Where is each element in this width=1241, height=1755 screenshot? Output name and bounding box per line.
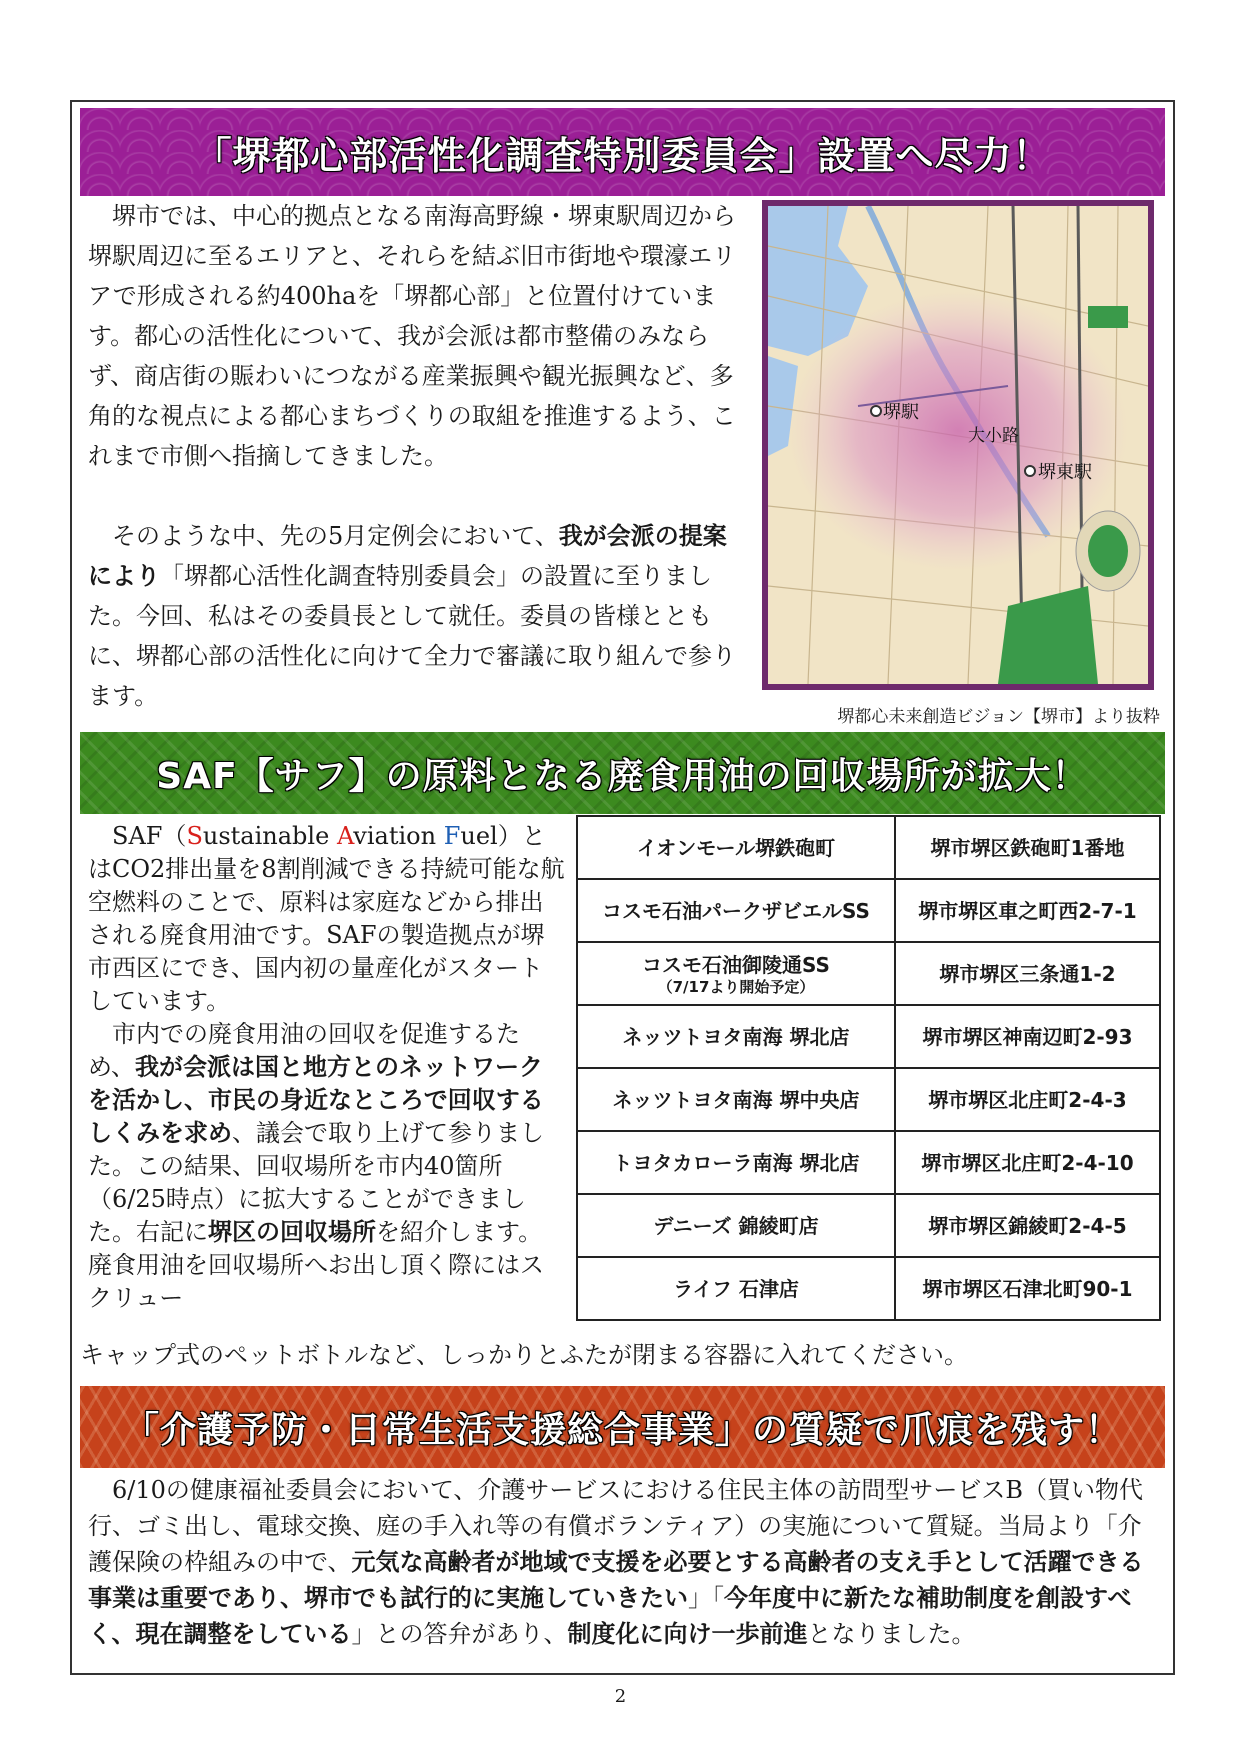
text: 」との答弁があり、 [351,1620,568,1648]
map-image [768,206,1148,684]
store-address: 堺市堺区鉄砲町1番地 [895,816,1160,879]
store-address: 堺市堺区錦綾町2-4-5 [895,1194,1160,1257]
table-row [577,1257,1160,1320]
section2-paragraph-1 [88,820,566,1018]
emphasis: 我が会派は国と地方とのネットワークを活かし、市民の身近なところで回収するしくみを求め [88,1053,544,1147]
store-name: ライフ 石津店 [577,1257,895,1320]
map-caption: 堺都心未来創造ビジョン【堺市】より抜粋 [837,707,1160,727]
table-row [577,942,1160,1005]
store-address: 堺市堺区車之町西2-7-1 [895,879,1160,942]
text: 6/10の健康福祉委員会において、介護サービスにおける住民主体の訪問型サービスB（買い物代行、ゴミ出し、電球交換、庭の手入れ等の有償ボランティア）の実施について質疑。当局より「介護保険の枠組みの中で、 [88,1476,1144,1576]
highlight-a: A [336,822,354,850]
text: ustainable [202,822,337,850]
map-label-oshoji: 大小路 [968,426,1019,446]
table-row [577,1005,1160,1068]
section1-title: 「堺都心部活性化調査特別委員会」設置へ尽力！ [80,108,1165,196]
text: 市内での廃食用油の回収を促進するため、 [88,1020,520,1081]
store-address: 堺市堺区三条通1-2 [895,942,1160,1005]
table-row [577,1068,1160,1131]
text: uel）とはCO2排出量を8割削減できる持続可能な航空燃料のことで、原料は家庭などから排出される廃食用油です。SAFの製造拠点が堺市西区にでき、国内初の量産化がスタートしています。 [88,822,565,1015]
map-label-sakai-station: 堺駅 [883,402,919,423]
emphasis: 今年度中に新たな補助制度を創設すべく、現在調整をしている [88,1584,1132,1648]
store-name: コスモ石油パークザビエルSS [577,879,895,942]
text: を紹介します。廃食用油を回収場所へお出し頂く際にはスクリュー [88,1218,544,1312]
emphasis: 元気な高齢者が地域で支援を必要とする高齢者の支え手として活躍できる事業は重要であり、堺市でも試行的に実施していきたい [88,1548,1144,1612]
table-row [577,816,1160,879]
text: 、議会で取り上げて参りました。この結果、回収場所を市内40箇所（6/25時点）に拡大することができました。右記に [88,1119,544,1246]
store-name: ネッツトヨタ南海 堺中央店 [577,1068,895,1131]
highlight-s: S [186,822,203,850]
text: となりました。 [807,1620,976,1648]
map-label-sakaihigashi-station: 堺東駅 [1038,462,1092,483]
store-name-cell [577,942,895,1005]
store-address: 堺市堺区石津北町90-1 [895,1257,1160,1320]
section2-paragraph-2 [88,1018,566,1315]
text: 」「 [688,1584,724,1612]
highlight-f: F [443,822,461,850]
emphasis: 制度化に向け一歩前進 [567,1620,808,1648]
store-name: コスモ石油御陵通SS [642,952,830,977]
store-address: 堺市堺区神南辺町2-93 [895,1005,1160,1068]
collection-sites-table [576,815,1161,1321]
text: viation [353,822,444,850]
text: SAF（ [112,822,187,850]
store-address: 堺市堺区北庄町2-4-10 [895,1131,1160,1194]
store-address: 堺市堺区北庄町2-4-3 [895,1068,1160,1131]
store-name: デニーズ 錦綾町店 [577,1194,895,1257]
text: そのような中、先の5月定例会において、 [112,522,559,550]
store-note: （7/17より開始予定） [657,977,815,996]
table-row [577,1194,1160,1257]
page-number: 2 [614,1686,627,1707]
table-row [577,879,1160,942]
section2-title: SAF【サフ】の原料となる廃食用油の回収場所が拡大！ [80,732,1165,814]
section2-paragraph-3: キャップ式のペットボトルなど、しっかりとふたが閉まる容器に入れてください。 [80,1341,968,1369]
emphasis: 堺区の回収場所 [208,1218,376,1246]
section1-paragraph-2 [88,516,750,716]
text: 「堺都心活性化調査特別委員会」の設置に至りました。今回、私はその委員長として就任。委員の皆様とともに、堺都心部の活性化に向けて全力で審議に取り組んで参ります。 [88,562,736,710]
section1-paragraph-1: 堺市では、中心的拠点となる南海高野線・堺東駅周辺から堺駅周辺に至るエリアと、それらを結ぶ旧市街地や環濠エリアで形成される約400haを「堺都心部」と位置付けています。都心の活性化について、我が会派は都市整備のみならず、商店街の賑わいにつながる産業振興や観光振興など、多角的な視点による都心まちづくりの取組を推進するよう、これまで市側へ指摘してきました。 [88,202,736,470]
emphasis: 我が会派の提案により [88,522,727,590]
table-row [577,1131,1160,1194]
section3-paragraph [88,1472,1163,1652]
store-name: イオンモール堺鉄砲町 [577,816,895,879]
store-name: トヨタカローラ南海 堺北店 [577,1131,895,1194]
store-name: ネッツトヨタ南海 堺北店 [577,1005,895,1068]
sakai-city-center-map [762,200,1154,690]
section3-title: 「介護予防・日常生活支援総合事業」の質疑で爪痕を残す！ [80,1386,1165,1468]
